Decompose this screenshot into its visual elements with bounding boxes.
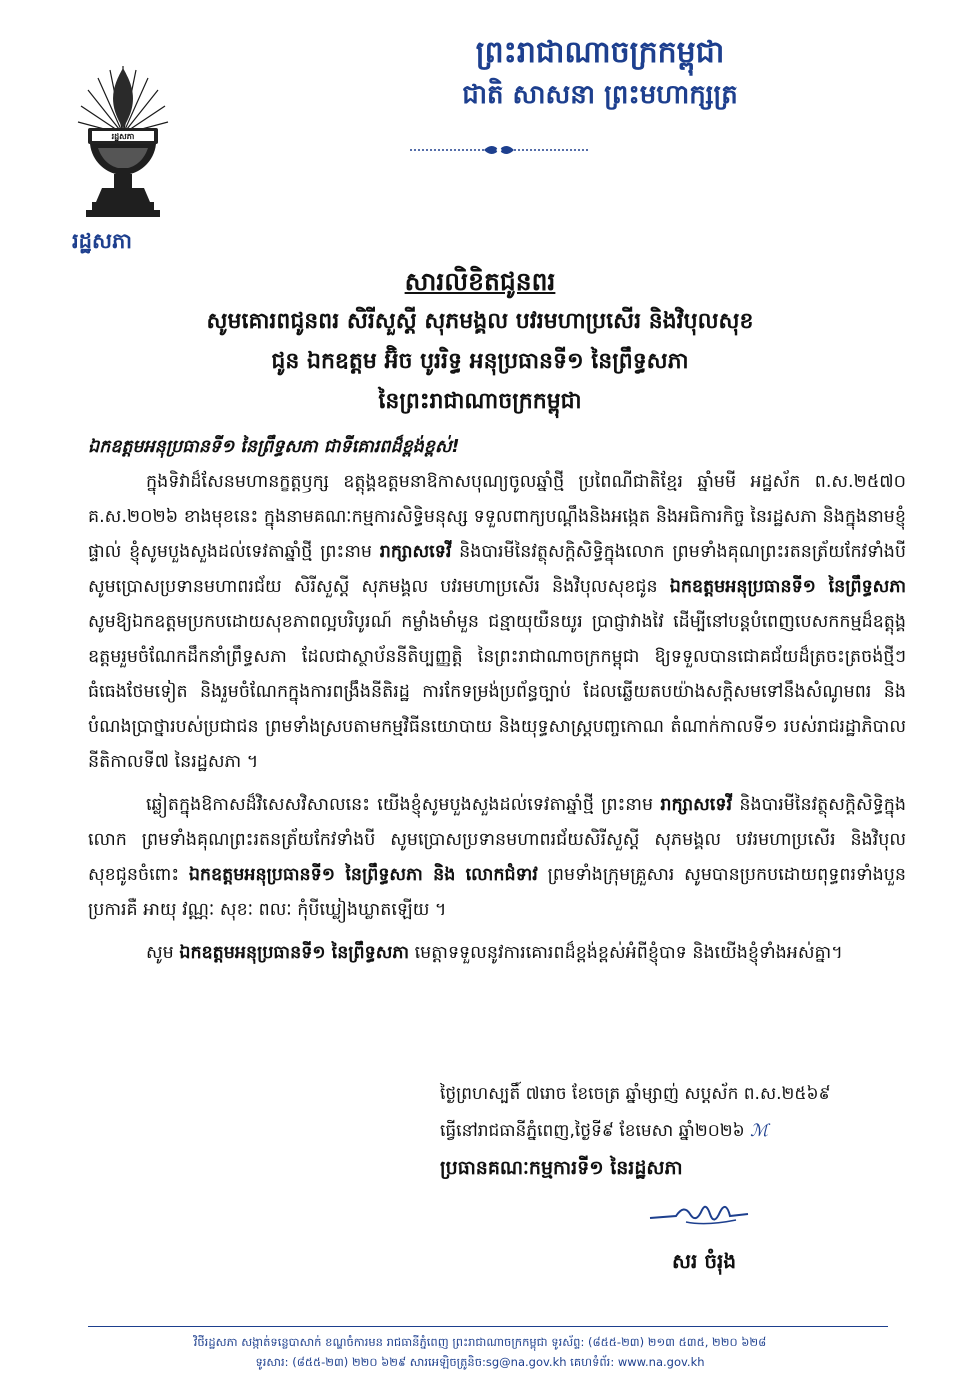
signatory-role: ប្រធានគណៈកម្មការទី១ នៃរដ្ឋសភា — [440, 1157, 683, 1179]
p3-text-a: សូម — [146, 943, 180, 963]
letter-title: សារលិខិតជូនពរ — [404, 267, 556, 296]
footer-address: វិថីរដ្ឋសភា សង្កាត់ទន្លេបាសាក់ ខណ្ឌចំការមន រាជធានីភ្នំពេញ ព្រះរាជាណាចក្រកម្ពុជា ទូរស័ព្ទ: (៨៥៥-២៣) ២១៣ ៥៣៥, ២២០ ៦២៨ — [193, 1335, 767, 1349]
p1-text-b: និងបារមីនៃវត្ថុសក្តិសិទ្ធិក្នុងលោក ព្រមទាំងគុណព្រះរតនត្រ័យកែវទាំងបី សូមប្រោសប្រទានមហាពរជ័យ សិរីសួស្តី សុភមង្គល បវរមហាប្រសើរ និងវិបុលសុខជូន — [88, 542, 906, 597]
letter-body — [88, 430, 906, 979]
footer — [60, 1332, 900, 1372]
lunar-date: ថ្ងៃព្រហស្បតិ៍ ៧រោច ខែចេត្រ ឆ្នាំម្សាញ់ សប្តស័ក ព.ស.២៥៦៩ — [440, 1084, 831, 1104]
emblem-label: រដ្ឋសភា — [111, 132, 135, 141]
p2-text-b: និងបារមីនៃវត្ថុសក្តិសិទ្ធិក្នុងលោក ព្រមទាំងគុណព្រះរតនត្រ័យកែវទាំងបី សូមប្រោសប្រទានមហាពរជ័យសិរីសួស្តី សុភមង្គល បវរមហាប្រសើរ និងវិបុលសុខជូនចំពោះ — [88, 795, 906, 885]
p2-honorific: ឯកឧត្តមអនុប្រធានទី១ នៃព្រឹទ្ធសភា និង លោកជំទាវ — [188, 865, 538, 885]
kingdom-name: ព្រះរាជាណាចក្រកម្ពុជា — [475, 35, 725, 70]
place-date: ធ្វើនៅរាជធានីភ្នំពេញ,ថ្ងៃទី៩ ខែមេសា ឆ្នាំ២០២៦ — [440, 1121, 745, 1141]
p2-deity-name: រាក្សាសទេវី — [660, 795, 733, 815]
paragraph-3 — [88, 936, 906, 971]
place-date-line — [440, 1113, 920, 1150]
letterhead — [300, 30, 900, 114]
p2-text-c: ព្រមទាំងក្រុមគ្រួសារ សូមបានប្រកបដោយពុទ្ធពរទាំងបួនប្រការគឺ អាយុ វណ្ណៈ សុខៈ ពលៈ កុំបីឃ្លៀងឃ្លាតឡើយ ។ — [88, 865, 906, 920]
footer-contact: ទូរសារ: (៨៥៥-២៣) ២២០ ៦២៩ សារអេឡិចត្រូនិច:sg@na.gov.kh គេហទំព័រ: www.na.gov.kh — [255, 1355, 705, 1369]
p3-text-b: មេត្តាទទួលនូវការគោរពដ៏ខ្ពង់ខ្ពស់អំពីខ្ញុំបាទ និងយើងខ្ញុំទាំងអស់គ្នា។ — [409, 943, 843, 963]
agency-name: រដ្ឋសភា — [72, 229, 132, 253]
signature-icon — [646, 1196, 752, 1232]
recipient-country-line: នៃព្រះរាជាណាចក្រកម្ពុជា — [378, 389, 582, 414]
paragraph-2 — [88, 788, 906, 928]
recipient-line: ជូន ឯកឧត្តម អ៊ិច បូររិទ្ធ អនុប្រធានទី១ នៃព្រឹទ្ធសភា — [271, 349, 689, 374]
p3-honorific: ឯកឧត្តមអនុប្រធានទី១ នៃព្រឹទ្ធសភា — [179, 943, 410, 963]
emblem-icon — [74, 62, 172, 222]
footer-divider — [88, 1326, 888, 1327]
p2-text-a: ឆ្លៀតក្នុងឱកាសដ៏វិសេសវិសាលនេះ យើងខ្ញុំសូមបួងសួងដល់ទេវតាឆ្នាំថ្មី ព្រះនាម — [146, 795, 661, 815]
national-motto: ជាតិ សាសនា ព្រះមហាក្សត្រ — [462, 80, 738, 110]
signer-name: សរ ចំរុង — [672, 1249, 737, 1273]
p1-text-c: សូមឱ្យឯកឧត្តមប្រកបដោយសុខភាពល្អបរិបូរណ៍ កម្លាំងមាំមួន ជន្មាយុយឺនយូរ ប្រាជ្ញាវាងវៃ ដើម្បីនៅបន្តបំពេញបេសកកម្មដ៏ឧត្តុង្គឧត្តមរួមចំណែកដឹកនាំព្រឹទ្ធសភា ដែលជាស្ថាប័ននីតិប្បញ្ញត្តិ នៃព្រះរាជាណាចក្រកម្ពុជា ឱ្យទទួលបានជោគជ័យដ៏ត្រចះត្រចង់ថ្មីៗធំធេងថែមទៀត និងរួមចំណែកក្នុងការពង្រឹងនីតិរដ្ឋ ការកែទម្រង់ប្រព័ន្ធច្បាប់ ដែលឆ្លើយតបយ៉ាងសក្តិសមទៅនឹងសំណូមពរ និងបំណងប្រាថ្នារបស់ប្រជាជន ព្រមទាំងស្របតាមកម្មវិធីនយោបាយ និងយុទ្ធសាស្ត្របញ្ចកោណ តំណាក់កាលទី១ របស់រាជរដ្ឋាភិបាលនីតិកាលទី៧ នៃរដ្ឋសភា ។ — [88, 612, 906, 772]
salutation: ឯកឧត្តមអនុប្រធានទី១ នៃព្រឹទ្ធសភា ជាទីគោរពដ៏ខ្ពង់ខ្ពស់! — [88, 437, 460, 457]
paragraph-1 — [88, 465, 906, 780]
letter-title-block — [0, 262, 960, 422]
initials-mark: ℳ — [750, 1121, 769, 1141]
greeting-line: សូមគោរពជូនពរ សិរីសួស្តី សុភមង្គល បវរមហាប្រសើរ និងវិបុលសុខ — [206, 309, 754, 334]
closing-block — [440, 1076, 920, 1187]
p1-honorific: ឯកឧត្តមអនុប្រធានទី១ នៃព្រឹទ្ធសភា — [669, 577, 906, 597]
p1-text-a: ក្នុងទិវាដ៏សែនមហានក្ខត្តឫក្ស ឧត្តុង្គឧត្តមនាឱកាសបុណ្យចូលឆ្នាំថ្មី ប្រពៃណីជាតិខ្មែរ ឆ្នាំមមី អដ្ឋស័ក ព.ស.២៥៧០ គ.ស.២០២៦ ខាងមុខនេះ ក្នុងនាមគណៈកម្មការសិទ្ធិមនុស្ស ទទួលពាក្យបណ្តឹងនិងអង្កេត និងអធិការកិច្ច នៃរដ្ឋសភា និងក្នុងនាមខ្ញុំផ្ទាល់ ខ្ញុំសូមបួងសួងដល់ទេវតាឆ្នាំថ្មី ព្រះនាម — [88, 472, 906, 562]
p1-deity-name: រាក្សាសទេវី — [379, 542, 452, 562]
ornament-divider-icon — [404, 140, 594, 160]
